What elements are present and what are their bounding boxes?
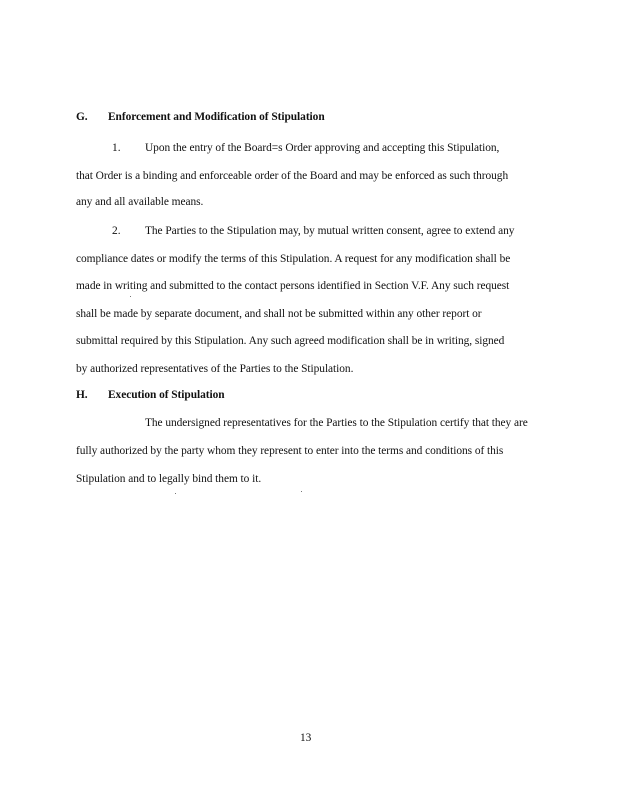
para-2-number: 2.	[112, 225, 121, 237]
section-g-letter: G.	[76, 111, 88, 123]
para-2-line-6: by authorized representatives of the Parties to the Stipulation.	[76, 363, 354, 375]
scan-speck	[301, 491, 302, 492]
section-h-line-3: Stipulation and to legally bind them to it.	[76, 473, 262, 485]
section-h-title: Execution of Stipulation	[108, 389, 225, 401]
para-2-line-4: shall be made by separate document, and shall not be submitted within any other report or	[76, 308, 482, 320]
section-h-letter: H.	[76, 389, 88, 401]
para-1-line-3: any and all available means.	[76, 196, 204, 208]
para-2-line-2: compliance dates or modify the terms of this Stipulation. A request for any modification shall be	[76, 253, 511, 265]
scan-speck	[130, 296, 131, 297]
para-1-line-2: that Order is a binding and enforceable order of the Board and may be enforced as such through	[76, 170, 509, 182]
section-h-line-1: The undersigned representatives for the Parties to the Stipulation certify that they are	[145, 417, 528, 429]
scan-speck	[175, 493, 176, 494]
para-2-line-3: made in writing and submitted to the contact persons identified in Section V.F. Any such request	[76, 280, 510, 292]
section-h-line-2: fully authorized by the party whom they represent to enter into the terms and conditions of this	[76, 445, 504, 457]
page-number: 13	[300, 732, 312, 744]
section-g-title: Enforcement and Modification of Stipulation	[108, 111, 325, 123]
para-1-line-1: Upon the entry of the Board=s Order approving and accepting this Stipulation,	[145, 142, 500, 154]
para-2-line-5: submittal required by this Stipulation. Any such agreed modification shall be in writing, signed	[76, 335, 505, 347]
para-2-line-1: The Parties to the Stipulation may, by mutual written consent, agree to extend any	[145, 225, 515, 237]
para-1-number: 1.	[112, 142, 121, 154]
